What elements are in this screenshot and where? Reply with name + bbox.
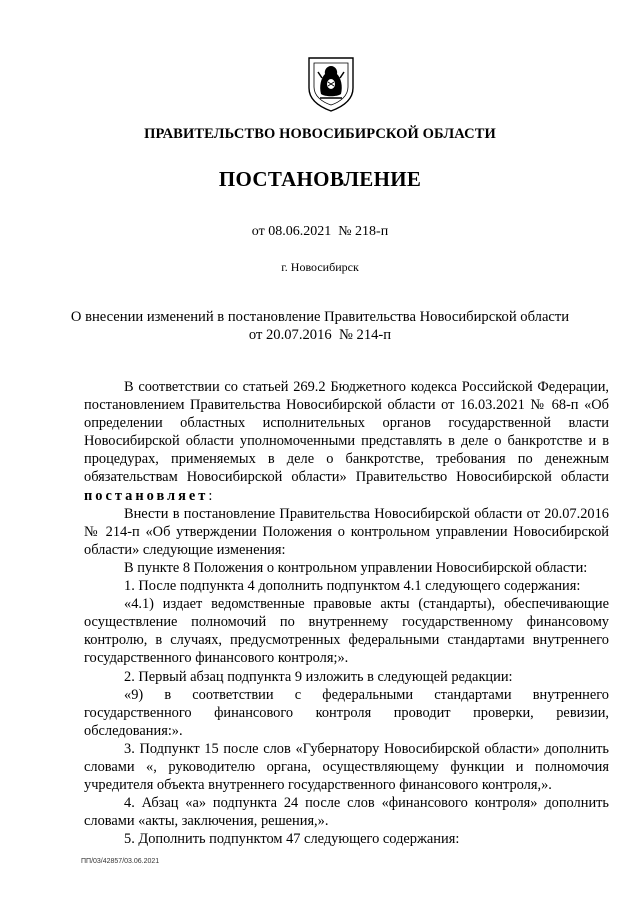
organization-title: ПРАВИТЕЛЬСТВО НОВОСИБИРСКОЙ ОБЛАСТИ — [144, 126, 496, 142]
date-and-number: от 08.06.2021 № 218-п — [251, 224, 389, 239]
coat-of-arms-emblem — [306, 54, 356, 112]
paragraph-item-4-1: «4.1) издает ведомственные правовые акты (стандарты), обеспечивающие осуществление полномочий по внутреннему государственному финансовому контролю, в случаях, предусмотренных федеральными стандартами внутреннего государственного финансового контроля;». — [84, 596, 609, 667]
paragraph-item-5: 5. Дополнить подпунктом 47 следующего содержания: — [124, 831, 460, 848]
paragraph-item-2: 2. Первый абзац подпункта 9 изложить в следующей редакции: — [124, 668, 513, 685]
city-label: г. Новосибирск — [281, 260, 359, 274]
preamble-text: В соответствии со статьей 269.2 Бюджетного кодекса Российской Федерации, постановлением Правительства Новосибирской области от 16.03.2021 № 68-п «Об определении областных исполнительных органов государственной власти Новосибирской области уполномоченными представлять в деле о банкротстве и в процедурах, применяемых в деле о банкротстве, требования по денежным обязательствам Новосибирской области» Правительство Новосибирской области — [84, 379, 609, 486]
paragraph-clause-8: В пункте 8 Положения о контрольном управлении Новосибирской области: — [124, 559, 588, 576]
document-subject — [0, 308, 640, 344]
document-code-footer: ПП/03/42857/03.06.2021 — [81, 858, 160, 865]
paragraph-item-1: 1. После подпункта 4 дополнить подпунктом 4.1 следующего содержания: — [124, 578, 581, 595]
subject-line-1: О внесении изменений в постановление Правительства Новосибирской области — [70, 309, 570, 325]
decree-colon: : — [208, 487, 213, 504]
subject-line-2: от 20.07.2016 № 214-п — [248, 327, 392, 343]
paragraph-item-9: «9) в соответствии с федеральными стандартами внутреннего государственного финансового контроля проводит проверки, ревизии, обследования:». — [84, 686, 609, 739]
paragraph-amend: Внести в постановление Правительства Новосибирской области от 20.07.2016 № 214-п «Об утверждении Положения о контрольном управлении Новосибирской области» следующие изменения: — [84, 505, 609, 558]
document-body — [84, 378, 609, 848]
document-type-title: ПОСТАНОВЛЕНИЕ — [218, 167, 422, 191]
paragraph-preamble — [84, 378, 609, 505]
paragraph-item-4: 4. Абзац «а» подпункта 24 после слов «финансового контроля» дополнить словами «акты, заключения, решения,». — [84, 795, 609, 830]
paragraph-item-3: 3. Подпункт 15 после слов «Губернатору Новосибирской области» дополнить словами «, руководителю органа, осуществляющему функции и полномочия учредителя объекта внутреннего государственного финансового контроля,». — [84, 740, 609, 794]
decree-word: постановляет — [84, 487, 209, 504]
